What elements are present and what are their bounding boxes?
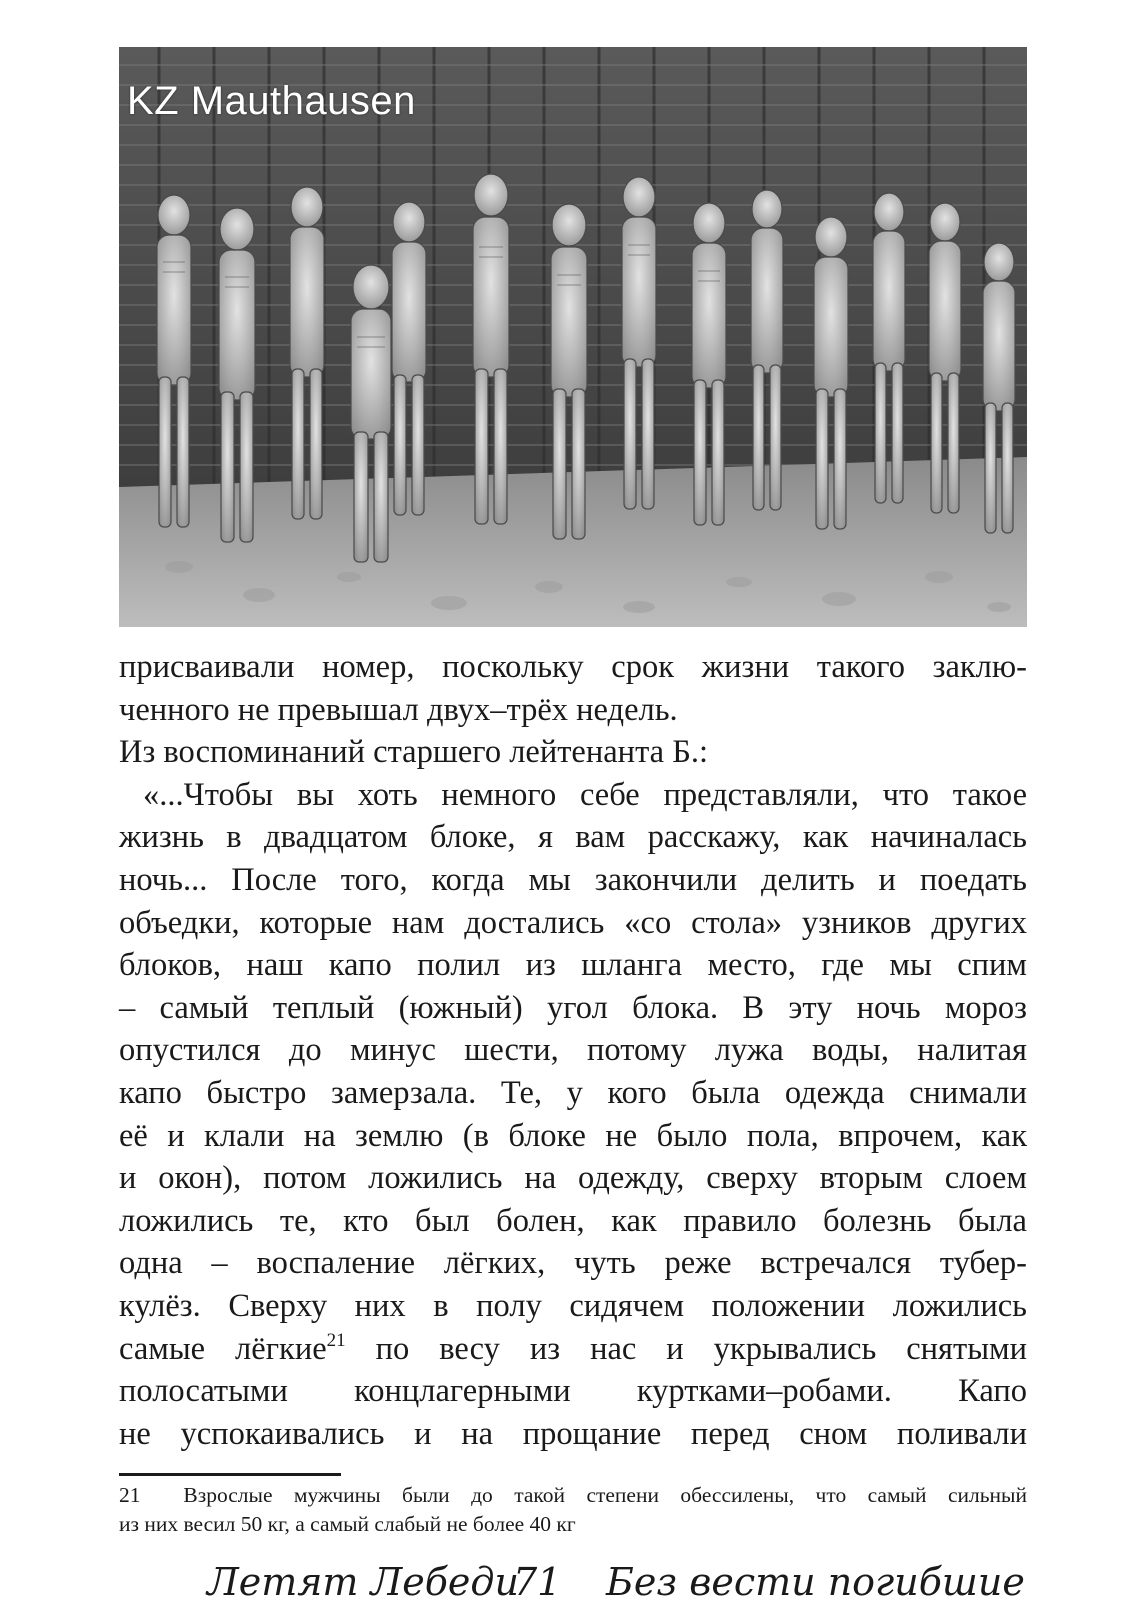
footnote-number: 21 (119, 1483, 141, 1507)
body-line-part: самые лёгкие (119, 1330, 327, 1367)
body-line: ночь... После того, когда мы закончили делить и поедать (119, 861, 1027, 898)
body-line: ченного не превышал двух–трёх недель. (119, 691, 678, 728)
footer-chapter-title: Без вести погибшие (606, 1560, 1025, 1604)
photo-illustration (119, 47, 1027, 627)
photo-caption: KZ Mauthausen (127, 79, 416, 123)
concentration-camp-photo (119, 47, 1027, 627)
body-line: объедки, которые нам достались «со стола» узников других (119, 904, 1027, 941)
body-text (119, 646, 1027, 1455)
page-number: 71 (513, 1560, 562, 1604)
body-line: блоков, наш капо полил из шланга место, где мы спим (119, 947, 1027, 984)
footnote-reference[interactable]: 21 (326, 1329, 346, 1351)
body-line: опустился до минус шести, потому лужа воды, налитая (119, 1032, 1027, 1069)
page-footer (0, 1560, 1146, 1610)
footnote-line (119, 1481, 1027, 1510)
footnote-line: из них весил 50 кг, а самый слабый не более 40 кг (119, 1512, 576, 1536)
footer-book-title: Летят Лебеди (207, 1560, 519, 1604)
body-line: жизнь в двадцатом блоке, я вам расскажу, как начиналась (119, 819, 1027, 856)
body-line: ложились те, кто был болен, как правило болезнь была (119, 1202, 1027, 1239)
body-line: не успокаивались и на прощание перед сном поливали (119, 1415, 1027, 1452)
footnote-divider (119, 1473, 341, 1476)
body-line: присваивали номер, поскольку срок жизни такого заклю- (119, 649, 1027, 685)
body-line: и окон), потом ложились на одежду, сверху вторым слоем (119, 1160, 1027, 1197)
body-line-with-footnote (119, 1328, 1027, 1371)
footnote-text: Взрослые мужчины были до такой степени обессилены, что самый сильный (183, 1483, 1028, 1507)
footnote (119, 1481, 1027, 1539)
body-line: кулёз. Сверху них в полу сидячем положении ложились (119, 1287, 1027, 1324)
body-line: – самый теплый (южный) угол блока. В эту ночь мороз (119, 989, 1027, 1026)
body-line-part: по весу из нас и укрывались снятыми (375, 1330, 1028, 1367)
body-line: Из воспоминаний старшего лейтенанта Б.: (119, 734, 709, 771)
body-line: полосатыми концлагерными куртками–робами. Капо (119, 1373, 1027, 1410)
body-line: её и клали на землю (в блоке не было пола, впрочем, как (119, 1117, 1027, 1154)
body-line: одна – воспаление лёгких, чуть реже встречался тубер- (119, 1245, 1027, 1282)
body-line: капо быстро замерзала. Те, у кого была одежда снимали (119, 1074, 1027, 1111)
body-line: «...Чтобы вы хоть немного себе представляли, что такое (143, 776, 1027, 813)
